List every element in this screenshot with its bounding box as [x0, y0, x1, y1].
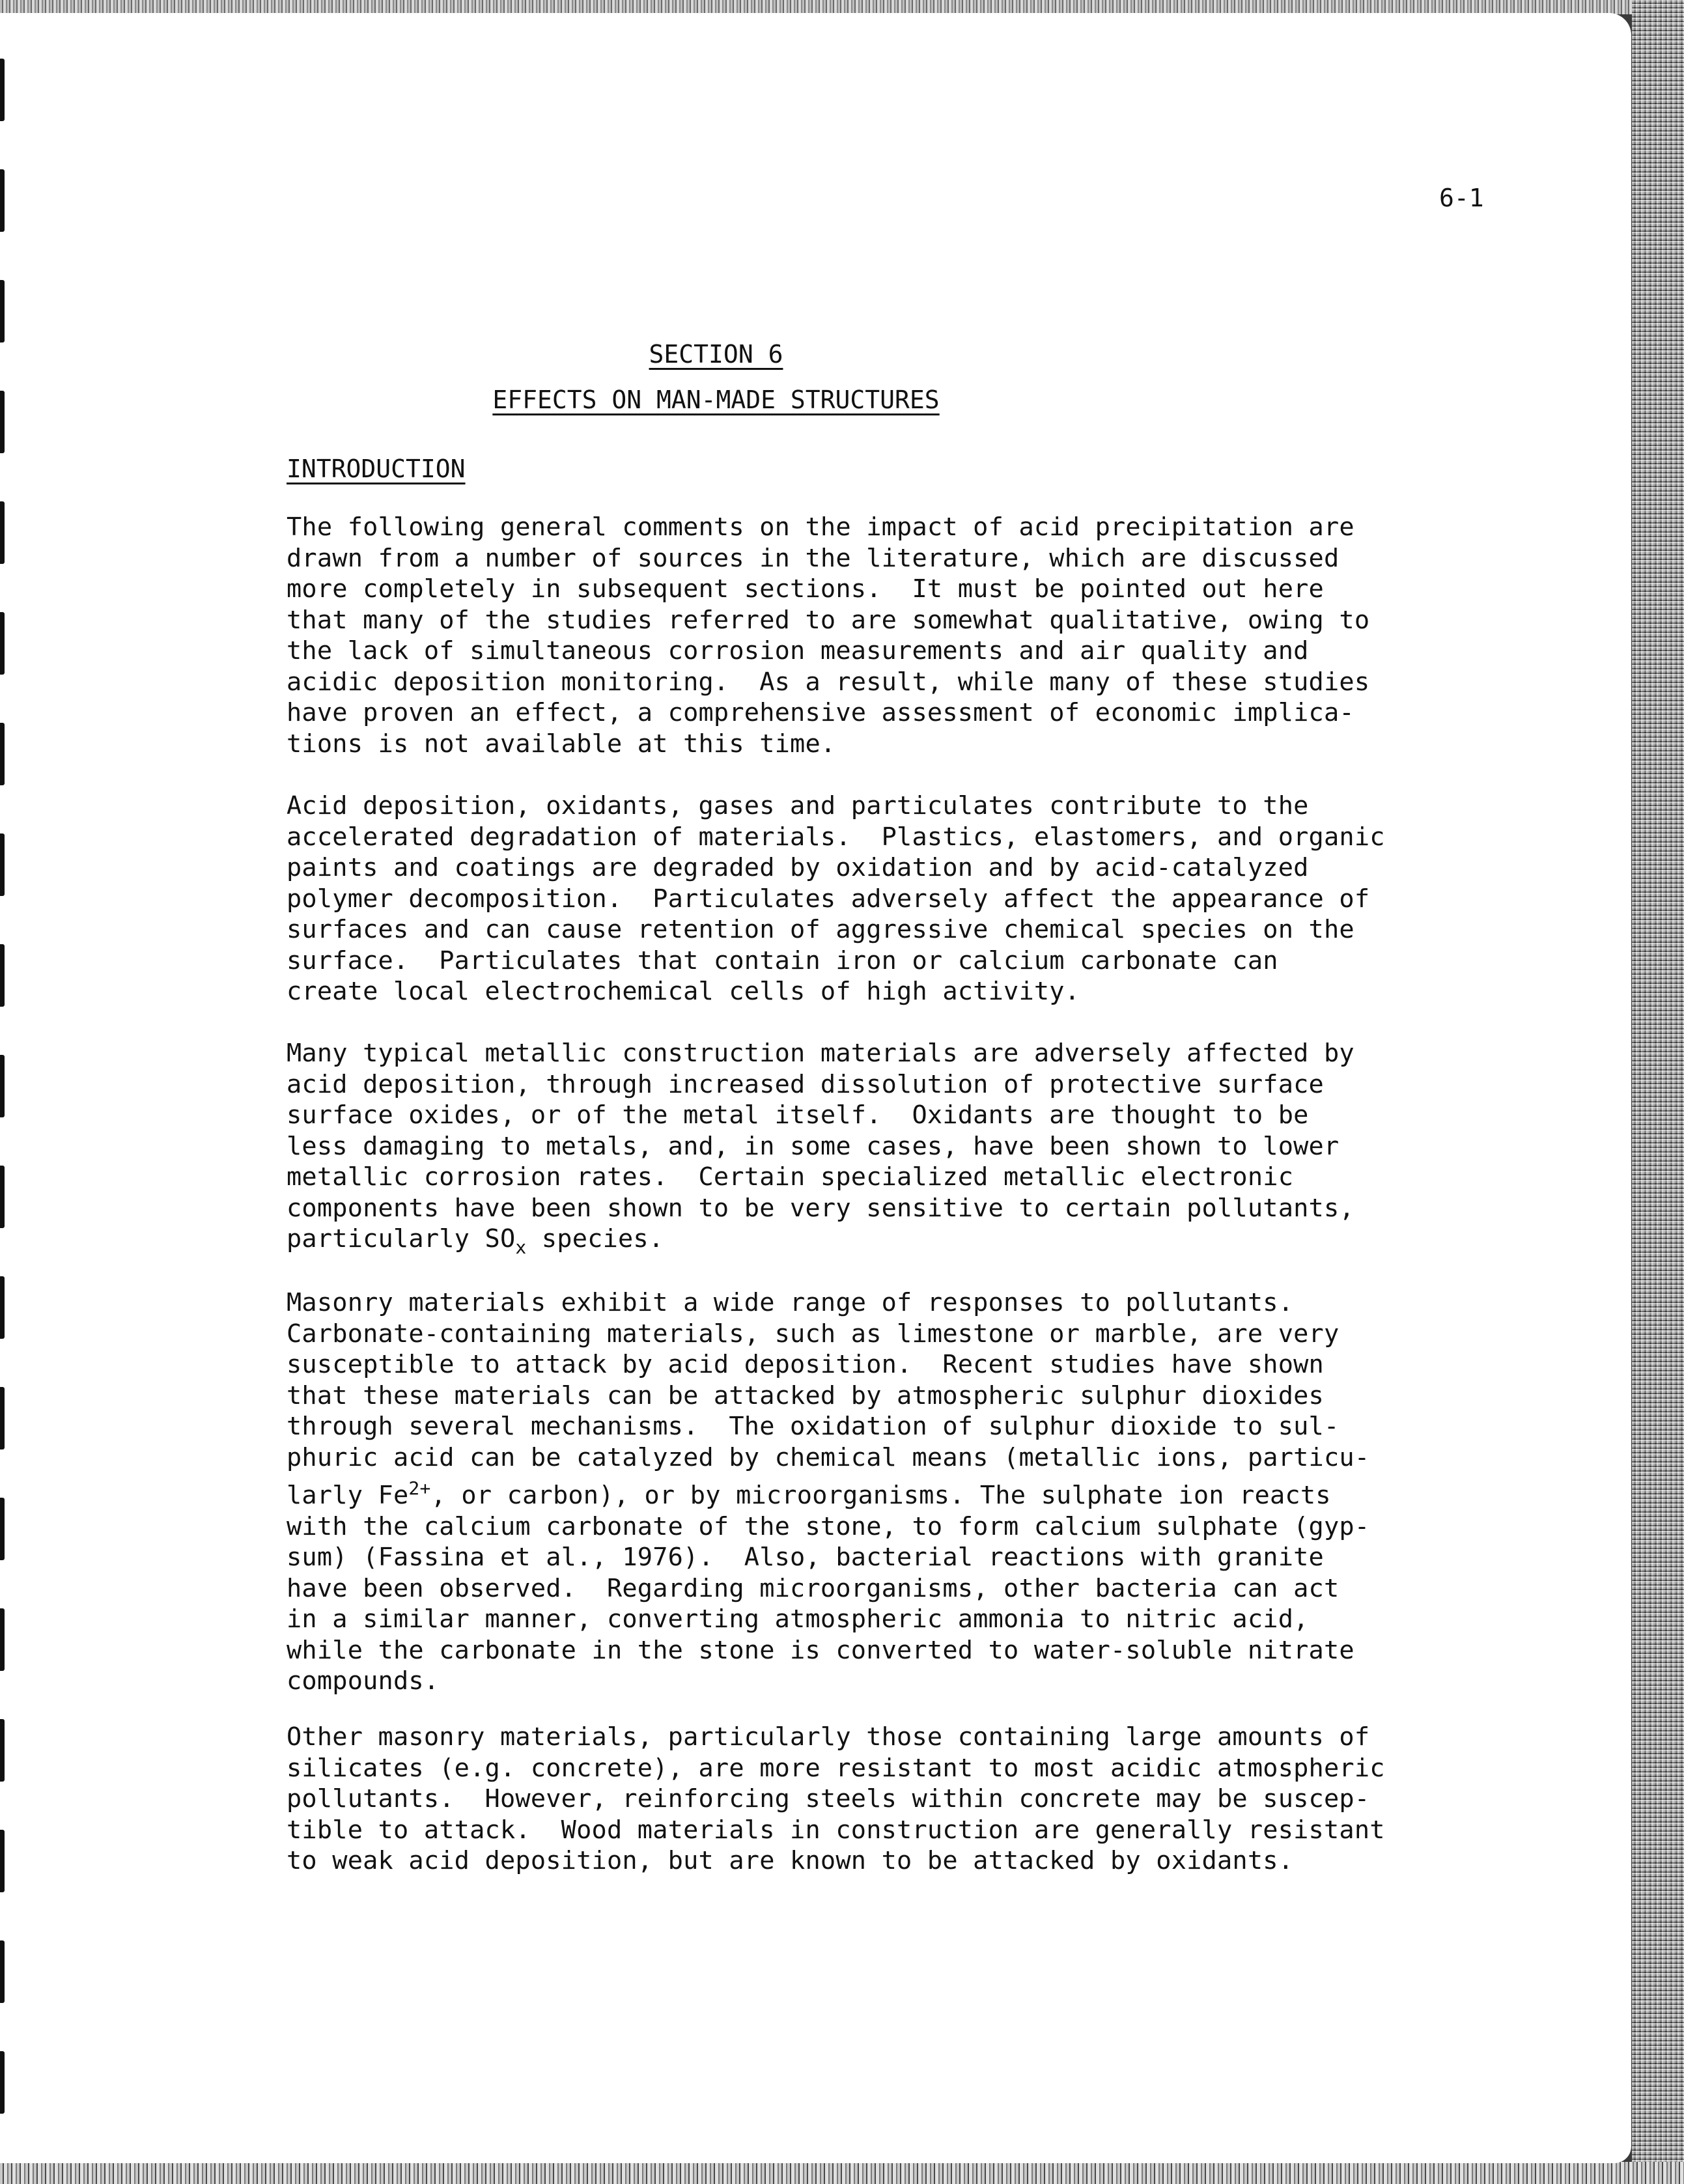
- binder-mark: [0, 1608, 5, 1671]
- paragraph-line: susceptible to attack by acid deposition. Recent studies have shown: [287, 1350, 1324, 1379]
- binder-mark: [0, 59, 5, 121]
- binder-mark: [0, 612, 5, 675]
- paragraph-line: Masonry materials exhibit a wide range of responses to pollutants.: [287, 1288, 1294, 1317]
- paragraph-line: drawn from a number of sources in the literature, which are discussed: [287, 543, 1340, 573]
- paragraph-line: the lack of simultaneous corrosion measurements and air quality and: [287, 636, 1309, 665]
- binder-mark: [0, 501, 5, 564]
- subscript: x: [515, 1237, 527, 1258]
- section-number: SECTION 6: [649, 340, 783, 369]
- paragraph-line: that many of the studies referred to are somewhat qualitative, owing to: [287, 605, 1370, 635]
- binder-mark: [0, 169, 5, 232]
- page-number: 6-1: [1439, 184, 1484, 212]
- paragraph-line: that these materials can be attacked by atmospheric sulphur dioxides: [287, 1380, 1324, 1410]
- paragraph-lines: [287, 1287, 1459, 1473]
- paragraph-line: tions is not available at this time.: [287, 729, 836, 759]
- binder-mark: [0, 944, 5, 1007]
- paragraph-line: [287, 1473, 1459, 1511]
- introduction-heading: INTRODUCTION: [287, 455, 466, 483]
- binder-mark: [0, 1940, 5, 2003]
- paragraph-line: through several mechanisms. The oxidation of sulphur dioxide to sul-: [287, 1412, 1340, 1441]
- paragraph-line: more completely in subsequent sections. It must be pointed out here: [287, 574, 1324, 604]
- binder-mark: [0, 833, 5, 896]
- paragraph-line: have proven an effect, a comprehensive assessment of economic implica-: [287, 698, 1354, 727]
- paragraph-line: pollutants. However, reinforcing steels within concrete may be suscep-: [287, 1784, 1370, 1813]
- scan-edge-right: [1632, 0, 1684, 2184]
- paragraph-line: polymer decomposition. Particulates adversely affect the appearance of: [287, 884, 1370, 914]
- binder-mark: [0, 1387, 5, 1449]
- paragraph-line: surface oxides, or of the metal itself. Oxidants are thought to be: [287, 1100, 1309, 1130]
- section-title: EFFECTS ON MAN-MADE STRUCTURES: [492, 385, 940, 414]
- binder-mark: [0, 1830, 5, 1892]
- paragraph-line: with the calcium carbonate of the stone, to form calcium sulphate (gyp-: [287, 1511, 1370, 1541]
- paragraph-line: metallic corrosion rates. Certain specialized metallic electronic: [287, 1162, 1294, 1192]
- paragraph-line: acid deposition, through increased dissolution of protective surface: [287, 1069, 1324, 1099]
- paragraph-line: silicates (e.g. concrete), are more resistant to most acidic atmospheric: [287, 1753, 1385, 1783]
- paragraph-line: surface. Particulates that contain iron or calcium carbonate can: [287, 945, 1278, 975]
- paragraph-acid-deposition: [287, 791, 1459, 1007]
- paragraph-general-comments: [287, 512, 1459, 759]
- paragraph-other-masonry: [287, 1722, 1459, 1877]
- paragraph-line: Many typical metallic construction materials are adversely affected by: [287, 1039, 1354, 1068]
- paragraph-line: create local electrochemical cells of high activity.: [287, 977, 1080, 1006]
- paragraph-line: accelerated degradation of materials. Plastics, elastomers, and organic: [287, 822, 1385, 852]
- paragraph-masonry-materials: [287, 1287, 1459, 1697]
- paragraph-lines: [287, 1511, 1459, 1697]
- binder-mark: [0, 280, 5, 343]
- paragraph-line: [287, 1224, 1459, 1263]
- scan-edge-bottom: [0, 2162, 1684, 2184]
- text-run: species.: [526, 1224, 664, 1253]
- paragraph-line: while the carbonate in the stone is converted to water-soluble nitrate: [287, 1635, 1354, 1665]
- scan-edge-top: [0, 0, 1684, 14]
- paragraph-line: Other masonry materials, particularly those containing large amounts of: [287, 1722, 1370, 1752]
- binder-mark: [0, 1166, 5, 1228]
- paragraph-line: tible to attack. Wood materials in construction are generally resistant: [287, 1815, 1385, 1845]
- text-run: larly Fe: [287, 1481, 409, 1510]
- paragraph-line: The following general comments on the impact of acid precipitation are: [287, 512, 1354, 542]
- paragraph-line: Acid deposition, oxidants, gases and particulates contribute to the: [287, 791, 1309, 820]
- document-page: [0, 13, 1631, 2163]
- binder-mark: [0, 2051, 5, 2114]
- paragraph-line: acidic deposition monitoring. As a result, while many of these studies: [287, 667, 1370, 697]
- binder-mark: [0, 1498, 5, 1560]
- paragraph-line: phuric acid can be catalyzed by chemical means (metallic ions, particu-: [287, 1442, 1370, 1472]
- paragraph-line: less damaging to metals, and, in some cases, have been shown to lower: [287, 1131, 1340, 1161]
- paragraph-line: paints and coatings are degraded by oxidation and by acid-catalyzed: [287, 853, 1309, 882]
- binder-mark: [0, 1276, 5, 1339]
- paragraph-line: to weak acid deposition, but are known to be attacked by oxidants.: [287, 1846, 1294, 1875]
- paragraph-line: sum) (Fassina et al., 1976). Also, bacterial reactions with granite: [287, 1543, 1324, 1572]
- superscript: 2+: [408, 1477, 431, 1499]
- paragraph-line: components have been shown to be very sensitive to certain pollutants,: [287, 1193, 1354, 1223]
- paragraph-line: Carbonate-containing materials, such as limestone or marble, are very: [287, 1319, 1340, 1349]
- binder-mark: [0, 1055, 5, 1117]
- paragraph-line: in a similar manner, converting atmospheric ammonia to nitric acid,: [287, 1604, 1309, 1634]
- paragraph-line: surfaces and can cause retention of aggressive chemical species on the: [287, 915, 1354, 944]
- paragraph-metallic-materials: [287, 1038, 1459, 1263]
- binder-mark: [0, 1719, 5, 1782]
- paragraph-line: compounds.: [287, 1666, 440, 1696]
- text-run: particularly SO: [287, 1224, 516, 1253]
- paragraph-line: have been observed. Regarding microorganisms, other bacteria can act: [287, 1573, 1340, 1603]
- paragraph-lines: [287, 1038, 1459, 1224]
- text-run: , or carbon), or by microorganisms. The sulphate ion reacts: [430, 1481, 1331, 1510]
- binder-mark: [0, 723, 5, 785]
